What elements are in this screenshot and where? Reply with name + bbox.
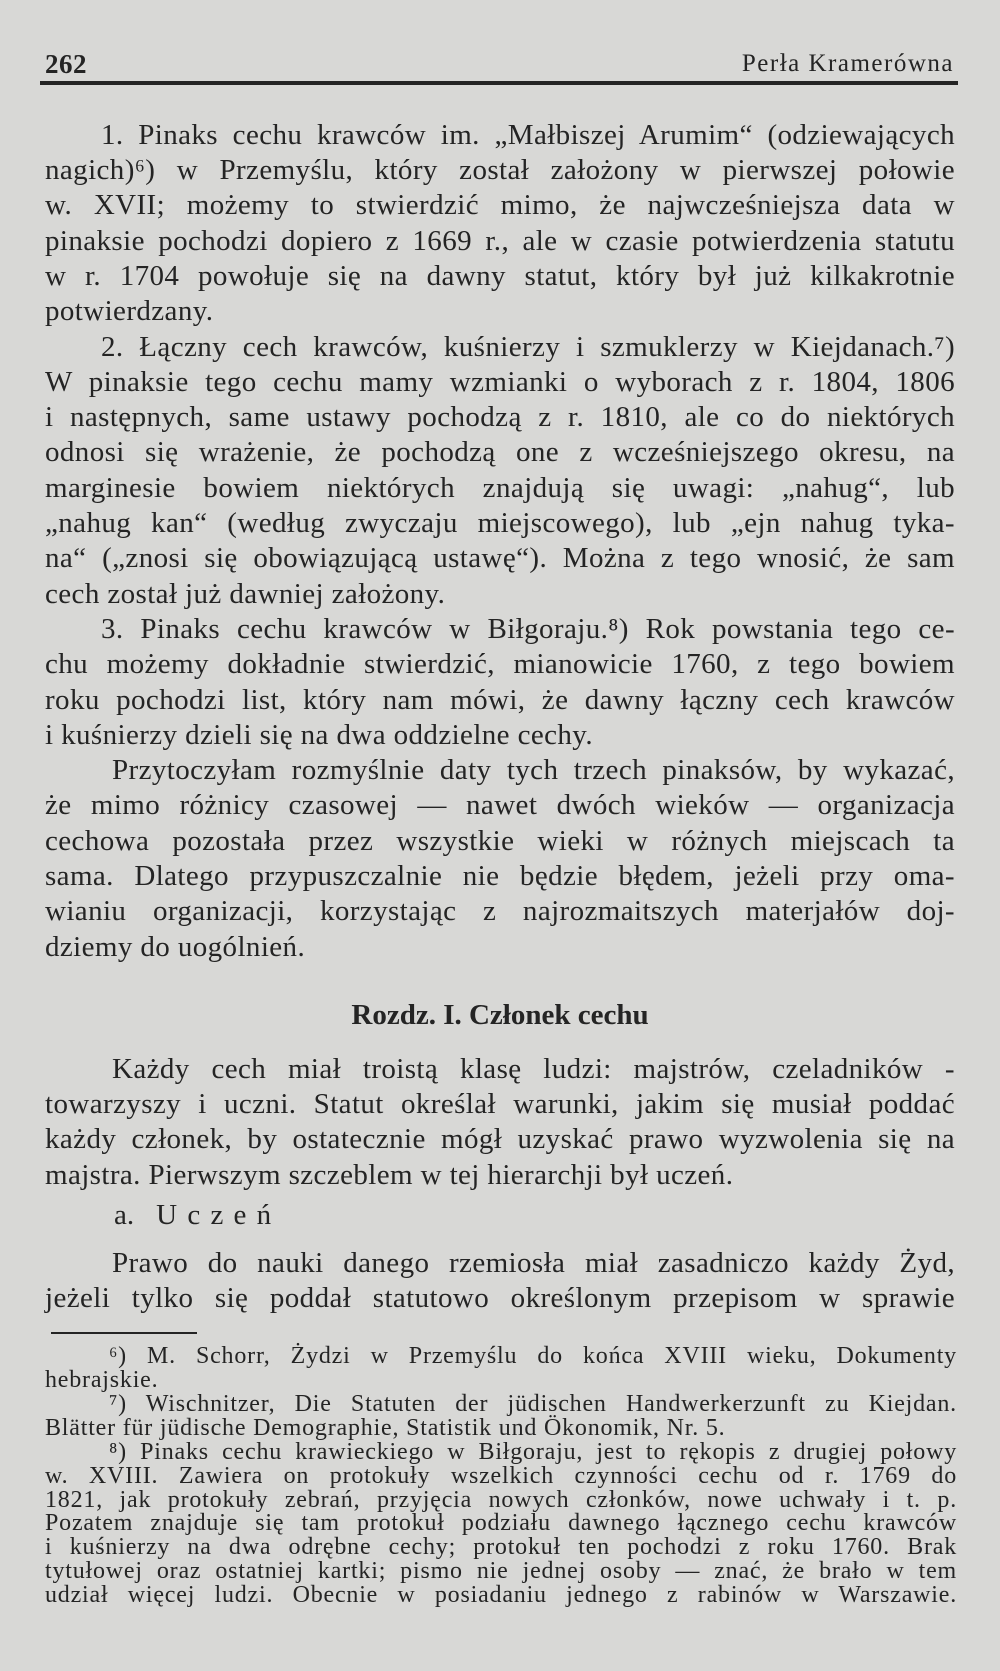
text-line: sama. Dlatego przypuszczalnie nie będzie błędem, jeżeli przy oma-	[45, 860, 955, 893]
text-line: nagich)⁶) w Przemyślu, który został założony w pierwszej połowie	[45, 154, 955, 187]
text-line: i następnych, same ustawy pochodzą z r. 1810, ale co do niektórych	[45, 401, 955, 434]
text-line: cech został już dawniej założony.	[45, 577, 446, 610]
text-line: chu możemy dokładnie stwierdzić, mianowicie 1760, z tego bowiem	[45, 648, 955, 681]
footnote-line: 1821, jak protokuły zebrań, przyjęcia nowych członków, nowe uchwały i t. p.	[45, 1486, 957, 1513]
text-line: i kuśnierzy dzieli się na dwa oddzielne cechy.	[45, 718, 593, 751]
subsection-text-block	[45, 1246, 955, 1317]
paragraph-2	[45, 330, 955, 612]
main-text-block	[45, 118, 955, 965]
text-line: odnosi się wrażenie, że pochodzą one z wcześniejszego okresu, na	[45, 436, 955, 469]
text-line: każdy członek, by ostatecznie mógł uzyskać prawo wyzwolenia się na	[45, 1123, 955, 1156]
footnote-line: ⁶) M. Schorr, Żydzi w Przemyślu do końca XVIII wieku, Dokumenty	[109, 1343, 957, 1370]
subsection-title: U c z e ń	[156, 1198, 273, 1231]
text-line: na“ („znosi się obowiązującą ustawę“). Można z tego wnosić, że sam	[45, 542, 955, 575]
subsection-label: a.	[114, 1198, 135, 1231]
text-line: W pinaksie tego cechu mamy wzmianki o wyborach z r. 1804, 1806	[45, 365, 955, 398]
text-line: cechowa pozostała przez wszystkie wieki w różnych miejscach ta	[45, 824, 955, 857]
paragraph-3	[45, 612, 955, 753]
paragraph-1	[45, 118, 955, 330]
footnotes	[45, 1345, 957, 1608]
footnote-8	[45, 1438, 957, 1609]
text-line: roku pochodzi list, który nam mówi, że dawny łączny cech krawców	[45, 683, 955, 716]
footnote-line: w. XVIII. Zawiera on protokuły wszelkich czynności cechu od r. 1769 do	[45, 1462, 957, 1489]
running-head-title: Perła Kramerówna	[741, 50, 954, 77]
footnote-line: ⁷) Wischnitzer, Die Statuten der jüdischen Handwerkerzunft zu Kiejdan.	[109, 1390, 957, 1417]
text-line: jeżeli tylko się poddał statutowo określonym przepisom w sprawie	[45, 1281, 955, 1314]
footnote-rule	[51, 1332, 197, 1334]
text-line: towarzyszy i uczni. Statut określał warunki, jakim się musiał poddać	[45, 1087, 955, 1120]
text-line: 2. Łączny cech krawców, kuśnierzy i szmuklerzy w Kiejdanach.⁷)	[101, 330, 955, 363]
chapter-heading: Rozdz. I. Członek cechu	[351, 999, 649, 1032]
paragraph-6	[45, 1246, 955, 1317]
text-line: majstra. Pierwszym szczeblem w tej hierarchji był uczeń.	[45, 1158, 734, 1191]
footnote-6	[45, 1345, 957, 1393]
header-rule	[40, 81, 958, 85]
page-number: 262	[45, 49, 87, 79]
text-line: potwierdzany.	[45, 295, 214, 328]
footnote-line: ⁸) Pinaks cechu krawieckiego w Biłgoraju, jest to rękopis z drugiej połowy	[109, 1438, 957, 1465]
chapter-text-block	[45, 1052, 955, 1193]
text-line: Przytoczyłam rozmyślnie daty tych trzech pinaksów, by wykazać,	[112, 754, 955, 787]
text-line: 1. Pinaks cechu krawców im. „Małbiszej Arumim“ (odziewających	[101, 118, 955, 151]
text-line: Każdy cech miał troistą klasę ludzi: majstrów, czeladników -	[112, 1052, 955, 1085]
text-line: wianiu organizacji, korzystając z najrozmaitszych materjałów doj-	[45, 895, 955, 928]
footnote-line: udział więcej ludzi. Obecnie w posiadaniu jednego z rabinów w Warszawie.	[45, 1582, 957, 1609]
footnote-line: Pozatem znajduje się tam protokuł podziału dawnego łącznego cechu krawców	[45, 1510, 957, 1537]
paragraph-4	[45, 753, 955, 965]
text-line: w. XVII; możemy to stwierdzić mimo, że najwcześniejsza data w	[45, 189, 955, 222]
footnote-7	[45, 1390, 957, 1441]
text-line: Prawo do nauki danego rzemiosła miał zasadniczo każdy Żyd,	[112, 1246, 955, 1279]
text-line: marginesie bowiem niektórych znajdują się uwagi: „nahug“, lub	[45, 471, 955, 504]
text-line: że mimo różnicy czasowej — nawet dwóch wieków — organizacja	[45, 789, 955, 822]
paragraph-5	[45, 1052, 955, 1193]
footnote-line: tytułowej oraz ostatniej kartki; pismo nie jednej osoby — znać, że brało w tem	[45, 1558, 957, 1585]
text-line: w r. 1704 powołuje się na dawny statut, który był już kilkakrotnie	[45, 259, 955, 292]
text-line: pinaksie pochodzi dopiero z 1669 r., ale w czasie potwierdzenia statutu	[45, 224, 955, 257]
text-line: dziemy do uogólnień.	[45, 930, 306, 963]
subsection-heading	[114, 1198, 273, 1233]
text-line: „nahug kan“ (według zwyczaju miejscowego), lub „ejn nahug tyka-	[45, 507, 955, 540]
footnote-line: i kuśnierzy na dwa odrębne cechy; protokuł ten pochodzi z roku 1760. Brak	[45, 1534, 957, 1561]
footnote-line: hebrajskie.	[45, 1367, 159, 1394]
footnote-line: Blätter für jüdische Demographie, Statistik und Ökonomik, Nr. 5.	[45, 1414, 726, 1441]
text-line: 3. Pinaks cechu krawców w Biłgoraju.⁸) Rok powstania tego ce-	[101, 612, 955, 645]
